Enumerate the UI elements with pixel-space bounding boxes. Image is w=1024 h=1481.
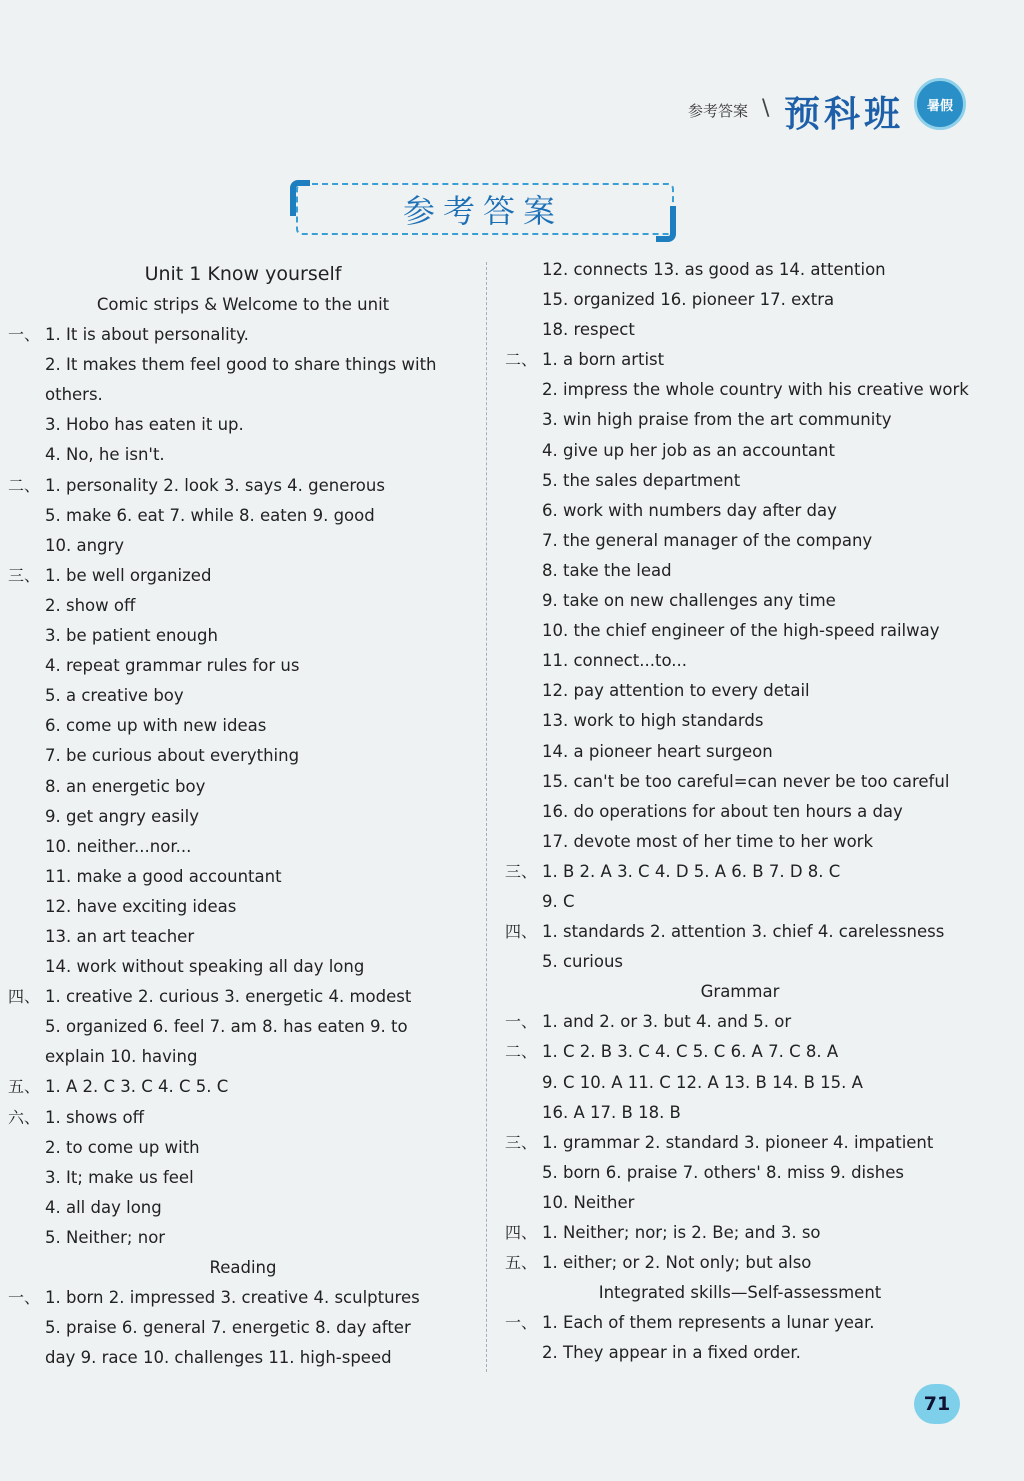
- section-marker: 二、: [505, 350, 538, 370]
- page-title: 参考答案: [402, 192, 563, 230]
- answer-line: [8, 1223, 478, 1253]
- answer-line: [8, 651, 478, 681]
- answer-line: [8, 741, 478, 771]
- answer-text: 8. an energetic boy: [45, 776, 206, 796]
- answer-text: 16. A 17. B 18. B: [542, 1102, 681, 1122]
- answer-text: 6. come up with new ideas: [45, 716, 267, 736]
- answer-line: [505, 405, 975, 435]
- answer-line: [505, 1098, 975, 1128]
- answer-line: [8, 561, 478, 591]
- answer-line: [8, 982, 478, 1012]
- answer-text: 13. work to high standards: [542, 711, 764, 731]
- answer-line: [505, 466, 975, 496]
- answer-text: 1. either; or 2. Not only; but also: [542, 1253, 812, 1273]
- answer-line: [8, 1103, 478, 1133]
- answer-line: [505, 1338, 975, 1368]
- answer-line: [505, 1248, 975, 1278]
- answer-text: 9. C: [542, 891, 575, 911]
- answer-line: [8, 1012, 478, 1042]
- column-divider: [486, 262, 487, 1372]
- answer-line: [8, 380, 478, 410]
- answer-line: [505, 977, 975, 1007]
- answer-line: [8, 832, 478, 862]
- answer-text: Integrated skills—Self-assessment: [598, 1283, 882, 1303]
- answer-text: Grammar: [700, 982, 780, 1002]
- answer-line: [8, 350, 478, 380]
- answer-line: [505, 1278, 975, 1308]
- answer-text: 3. be patient enough: [45, 626, 218, 646]
- answer-text: 5. a creative boy: [45, 686, 184, 706]
- answer-text: 1. Neither; nor; is 2. Be; and 3. so: [542, 1223, 821, 1242]
- answer-line: [505, 706, 975, 736]
- answer-line: [505, 616, 975, 646]
- answer-text: 7. the general manager of the company: [542, 530, 873, 550]
- section-marker: 二、: [505, 1042, 538, 1062]
- section-marker: 四、: [505, 1223, 538, 1242]
- answer-line: [505, 436, 975, 466]
- answer-text: 1. be well organized: [45, 565, 212, 585]
- answer-line: [8, 320, 478, 350]
- answer-text: 1. Each of them represents a lunar year.: [542, 1313, 875, 1333]
- section-marker: 二、: [8, 475, 41, 495]
- answer-line: [8, 922, 478, 952]
- answer-text: Comic strips & Welcome to the unit: [96, 295, 390, 314]
- answer-line: [8, 772, 478, 802]
- answer-line: [8, 711, 478, 741]
- answer-text: 5. Neither; nor: [45, 1227, 166, 1247]
- answer-text: 12. have exciting ideas: [45, 896, 237, 916]
- answer-line: [8, 862, 478, 892]
- answer-line: [505, 887, 975, 917]
- answer-line: [8, 1072, 478, 1102]
- answer-text: 17. devote most of her time to her work: [542, 831, 873, 851]
- answer-text: 2. to come up with: [45, 1137, 200, 1157]
- answer-line: [505, 375, 975, 405]
- left-column: [8, 258, 478, 1373]
- answer-text: 5. make 6. eat 7. while 8. eaten 9. good: [45, 505, 375, 525]
- answer-line: [505, 1158, 975, 1188]
- answer-line: [8, 1283, 478, 1313]
- answer-line: [505, 646, 975, 676]
- answer-text: 4. all day long: [45, 1197, 162, 1217]
- answer-line: [505, 1218, 975, 1248]
- section-marker: 一、: [8, 1288, 41, 1308]
- answer-line: [8, 440, 478, 470]
- answer-text: 16. do operations for about ten hours a day: [542, 801, 903, 821]
- answer-text: 10. the chief engineer of the high-speed railway: [542, 621, 940, 641]
- answer-line: [505, 1068, 975, 1098]
- section-marker: 三、: [505, 861, 538, 881]
- answer-line: [8, 1163, 478, 1193]
- answer-text: 9. get angry easily: [45, 806, 199, 826]
- answer-line: [505, 556, 975, 586]
- answer-line: [505, 917, 975, 947]
- answer-text: 13. an art teacher: [45, 926, 195, 946]
- section-marker: 一、: [8, 325, 41, 345]
- brand-title: 预科班: [784, 94, 905, 135]
- answer-line: [8, 1133, 478, 1163]
- answer-line: [505, 526, 975, 556]
- answer-text: 10. neither...nor...: [45, 836, 192, 856]
- answer-text: explain 10. having: [45, 1047, 198, 1067]
- answer-text: 11. connect...to...: [542, 651, 688, 671]
- header-section-label: 参考答案: [688, 102, 749, 120]
- answer-line: [505, 255, 975, 285]
- answer-line: [8, 892, 478, 922]
- answer-line: [8, 591, 478, 621]
- answer-text: 5. the sales department: [542, 470, 741, 490]
- answer-line: [8, 681, 478, 711]
- answer-text: 11. make a good accountant: [45, 866, 282, 886]
- answer-text: 9. take on new challenges any time: [542, 591, 836, 611]
- answer-line: [505, 857, 975, 887]
- answer-line: [505, 1188, 975, 1218]
- answer-line: [8, 802, 478, 832]
- answer-text: 9. C 10. A 11. C 12. A 13. B 14. B 15. A: [542, 1072, 863, 1092]
- answer-text: 1. standards 2. attention 3. chief 4. carelessness: [542, 922, 945, 942]
- answer-text: others.: [45, 385, 103, 405]
- answer-line: [8, 1253, 478, 1283]
- answer-text: 14. a pioneer heart surgeon: [542, 741, 773, 761]
- answer-line: [505, 737, 975, 767]
- answer-text: 2. It makes them feel good to share things with: [45, 355, 437, 375]
- answer-line: [8, 1042, 478, 1072]
- season-badge: 暑假: [914, 78, 966, 130]
- answer-text: 5. organized 6. feel 7. am 8. has eaten 9. to: [45, 1017, 408, 1037]
- answer-line: [505, 496, 975, 526]
- answer-text: 12. connects 13. as good as 14. attention: [542, 260, 886, 279]
- answer-line: [505, 797, 975, 827]
- answer-text: 1. a born artist: [542, 350, 665, 370]
- answer-text: 3. It; make us feel: [45, 1167, 194, 1187]
- answer-line: [8, 410, 478, 440]
- section-marker: 四、: [8, 987, 41, 1007]
- answer-line: [505, 767, 975, 797]
- answer-line: [505, 1308, 975, 1338]
- section-marker: 四、: [505, 922, 538, 942]
- answer-text: 1. born 2. impressed 3. creative 4. sculptures: [45, 1288, 420, 1308]
- answer-text: 1. C 2. B 3. C 4. C 5. C 6. A 7. C 8. A: [542, 1042, 839, 1062]
- answer-text: 1. creative 2. curious 3. energetic 4. modest: [45, 987, 412, 1007]
- section-marker: 一、: [505, 1313, 538, 1333]
- answer-text: 1. B 2. A 3. C 4. D 5. A 6. B 7. D 8. C: [542, 861, 841, 881]
- answer-text: 1. It is about personality.: [45, 325, 249, 345]
- answer-line: [8, 1313, 478, 1343]
- answer-line: [505, 827, 975, 857]
- answer-line: [505, 1128, 975, 1158]
- answer-text: 10. angry: [45, 535, 125, 555]
- header-separator: \: [762, 96, 770, 121]
- answer-line: [8, 1343, 478, 1373]
- answer-text: 15. organized 16. pioneer 17. extra: [542, 290, 835, 310]
- answer-line: [8, 621, 478, 651]
- answer-text: 14. work without speaking all day long: [45, 957, 365, 977]
- answer-text: 1. shows off: [45, 1107, 144, 1127]
- answer-text: 1. A 2. C 3. C 4. C 5. C: [45, 1077, 229, 1097]
- answer-line: [505, 285, 975, 315]
- answer-text: 15. can't be too careful=can never be too careful: [542, 771, 950, 791]
- answer-text: 5. born 6. praise 7. others' 8. miss 9. dishes: [542, 1162, 904, 1182]
- answer-line: [8, 471, 478, 501]
- answer-text: 7. be curious about everything: [45, 746, 300, 766]
- section-marker: 六、: [8, 1107, 41, 1127]
- answer-text: 1. and 2. or 3. but 4. and 5. or: [542, 1012, 792, 1032]
- answer-text: 2. show off: [45, 595, 136, 615]
- answer-line: [505, 315, 975, 345]
- page-number: 71: [914, 1384, 960, 1424]
- answer-text: 1. personality 2. look 3. says 4. generous: [45, 475, 385, 495]
- answer-text: 3. Hobo has eaten it up.: [45, 415, 244, 435]
- section-marker: 五、: [8, 1077, 41, 1097]
- answer-text: 18. respect: [542, 320, 635, 340]
- section-marker: 五、: [505, 1253, 538, 1273]
- answer-text: 4. repeat grammar rules for us: [45, 656, 300, 676]
- answer-text: 10. Neither: [542, 1192, 635, 1212]
- section-marker: 一、: [505, 1012, 538, 1032]
- section-marker: 三、: [8, 565, 41, 585]
- answer-line: [8, 290, 478, 320]
- answer-text: 3. win high praise from the art community: [542, 410, 892, 430]
- answer-line: [8, 1193, 478, 1223]
- answer-line: [505, 1007, 975, 1037]
- section-marker: 三、: [505, 1132, 538, 1152]
- answer-text: 8. take the lead: [542, 560, 672, 580]
- answer-line: [8, 531, 478, 561]
- answer-text: 12. pay attention to every detail: [542, 681, 810, 701]
- answer-text: 2. impress the whole country with his creative work: [542, 380, 969, 400]
- answer-text: 1. grammar 2. standard 3. pioneer 4. impatient: [542, 1132, 934, 1152]
- answer-line: [505, 586, 975, 616]
- answer-text: 5. praise 6. general 7. energetic 8. day after: [45, 1318, 411, 1338]
- answer-line: [8, 258, 478, 290]
- answer-text: 5. curious: [542, 952, 624, 972]
- answer-text: Unit 1 Know yourself: [144, 263, 342, 285]
- answer-text: 4. No, he isn't.: [45, 445, 165, 465]
- answer-text: Reading: [209, 1258, 277, 1277]
- answer-text: day 9. race 10. challenges 11. high-speed: [45, 1348, 392, 1368]
- answer-line: [8, 501, 478, 531]
- answer-text: 2. They appear in a fixed order.: [542, 1343, 801, 1363]
- right-column: [505, 255, 975, 1368]
- answer-line: [505, 1037, 975, 1067]
- answer-text: 6. work with numbers day after day: [542, 500, 837, 520]
- answer-line: [505, 947, 975, 977]
- answer-text: 4. give up her job as an accountant: [542, 440, 835, 460]
- answer-line: [505, 676, 975, 706]
- answer-line: [8, 952, 478, 982]
- answer-line: [505, 345, 975, 375]
